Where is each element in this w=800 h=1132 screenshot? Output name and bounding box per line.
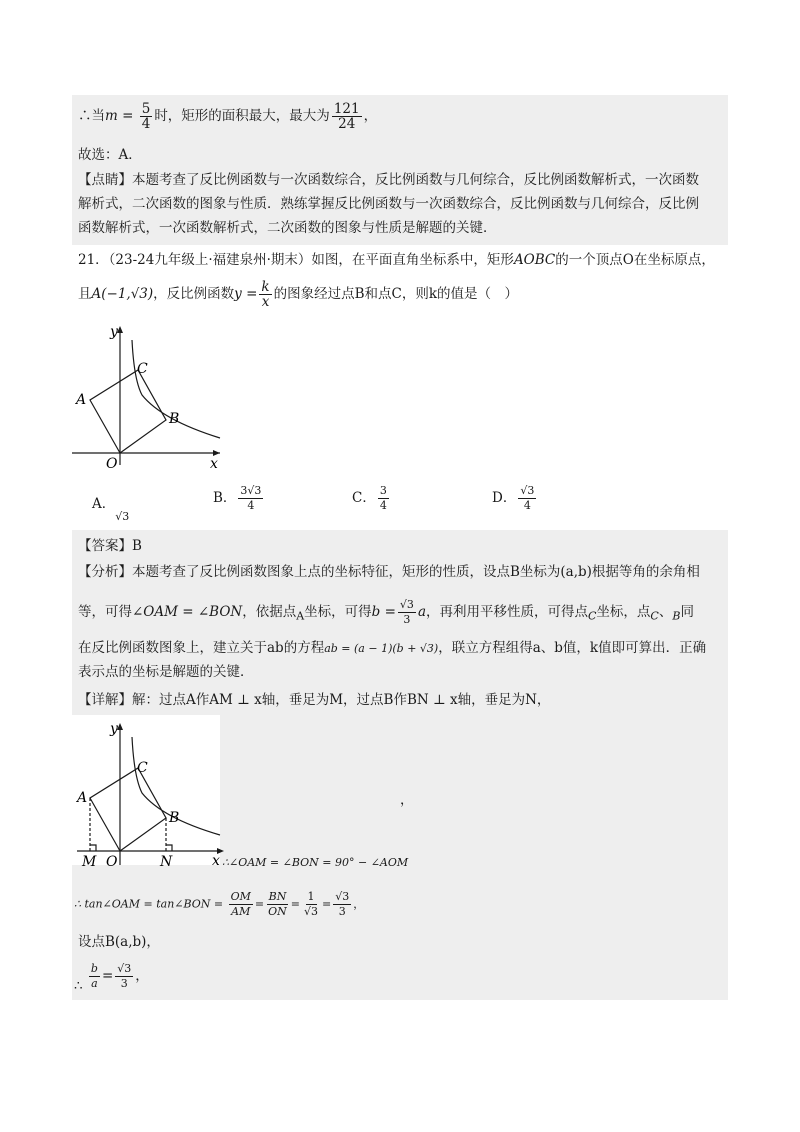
- question-text-1b: 的一个顶点O在坐标原点，: [555, 252, 715, 268]
- func-den: x: [261, 294, 270, 310]
- ratio-rden: 3: [120, 977, 128, 990]
- m-var: m: [105, 108, 118, 124]
- ratio-den: a: [91, 977, 98, 990]
- conclusion-mid: 时，矩形的面积最大，最大为: [154, 108, 330, 124]
- option-c-fraction: [378, 484, 389, 513]
- option-b-num: 3√3: [240, 484, 262, 497]
- max-den: 24: [338, 116, 356, 132]
- label-c-2: C: [137, 760, 148, 776]
- option-d[interactable]: [492, 484, 538, 513]
- analysis-3a: 在反比例函数图象上，建立关于ab的方程: [78, 640, 325, 656]
- ratio-pre: ∴: [74, 978, 83, 994]
- question-line-1: [78, 250, 715, 270]
- angle-eq-line: ∴∠OAM = ∠BON = 90° − ∠AOM: [222, 856, 409, 869]
- analysis-line-2: [78, 598, 694, 627]
- max-num: 121: [333, 101, 360, 117]
- option-c-den: 4: [379, 499, 387, 512]
- tan-line: ∴ tan∠OAM = tan∠BON = $\frac{OM}{AM}$ = $\frac{BN}{ON}$ = $\frac{1}{√3}$ = $\frac{√3}{3}$ ，: [74, 890, 365, 918]
- question-text-2a: 且: [78, 286, 92, 302]
- tan-f2-den: ON: [268, 905, 287, 918]
- label-b: B: [169, 411, 180, 427]
- option-d-label: D．: [492, 490, 517, 506]
- tan-f4-den: 3: [338, 905, 346, 918]
- tan-f3-den: √3: [304, 905, 319, 918]
- comment-line-2: 解析式，二次函数的图象与性质．熟练掌握反比例函数与一次函数综合，反比例函数与几何综合，反比例: [78, 196, 699, 212]
- right-angle-n: [166, 845, 172, 851]
- label-a-2: A: [77, 790, 88, 806]
- label-o-2: O: [106, 854, 118, 870]
- func-lhs: y =: [234, 286, 258, 302]
- tan-frac-3: [302, 890, 320, 919]
- analysis-3-eq: ab = (a − 1)(b + √3): [324, 642, 439, 655]
- label-m-2: M: [82, 854, 97, 870]
- m-num: 5: [141, 101, 151, 117]
- ratio-rfrac: [115, 962, 133, 991]
- m-fraction: [140, 102, 153, 131]
- analysis-2-angle-eq: ∠OAM = ∠BON: [132, 604, 243, 620]
- option-b-den: 4: [247, 499, 255, 512]
- ratio-frac: [89, 962, 100, 991]
- label-b-2: B: [169, 810, 180, 826]
- tan-f4-num: √3: [335, 890, 350, 903]
- let-b-line: 设点B(a,b)，: [78, 934, 160, 950]
- option-b-label: B．: [213, 490, 237, 506]
- question-text-1: 21．（23-24九年级上·福建泉州·期末）如图，在平面直角坐标系中，矩形: [78, 252, 514, 268]
- option-b-fraction: [238, 484, 263, 513]
- option-a-value: √3: [115, 510, 130, 523]
- label-x: x: [210, 456, 218, 470]
- conclusion-pre: ∴当: [78, 108, 105, 124]
- m-den: 4: [141, 116, 151, 132]
- question-text-2c: 的图象经过点B和点C，则k的值是（ ）: [273, 286, 519, 302]
- comment-line-1: 【点睛】本题考查了反比例函数与一次函数综合，反比例函数与几何综合，反比例函数解析式，一次函数: [78, 172, 699, 188]
- analysis-2-den: 3: [403, 613, 411, 626]
- analysis-line-1: 【分析】本题考查了反比例函数图象上点的坐标特征，矩形的性质，设点B坐标为(a,b)根据等角的余角相: [78, 564, 700, 580]
- tan-frac-4: [333, 890, 351, 919]
- tan-frac-2: [266, 890, 289, 919]
- ratio-eq: =: [101, 968, 114, 984]
- analysis-2b: ，依据点: [242, 604, 297, 620]
- ratio-end: ，: [135, 968, 149, 984]
- label-c: C: [137, 361, 148, 377]
- tan-frac-1: [229, 890, 253, 919]
- tan-f1-num: OM: [230, 890, 251, 903]
- tan-pre: ∴ tan∠OAM = tan∠BON =: [74, 897, 224, 911]
- analysis-line-4: 表示点的坐标是解题的关键．: [78, 664, 254, 680]
- question-line-2: [78, 280, 518, 309]
- func-fraction: [259, 280, 271, 309]
- ratio-rnum: √3: [117, 962, 132, 975]
- option-c[interactable]: [352, 484, 391, 513]
- label-o: O: [106, 456, 118, 470]
- rectangle-aobc-2: [90, 768, 166, 851]
- tan-end: ，: [353, 897, 365, 911]
- figure-2: [72, 715, 232, 870]
- option-d-den: 4: [523, 499, 531, 512]
- analysis-2-point-b: B: [672, 609, 681, 623]
- answer-line: 【答案】B: [78, 538, 142, 554]
- tan-f3-num: 1: [307, 890, 315, 903]
- analysis-2-a-var: a: [417, 604, 426, 620]
- analysis-2f: 、: [658, 604, 673, 620]
- option-c-num: 3: [379, 484, 387, 497]
- analysis-2-point-c2: C: [650, 609, 659, 623]
- rect-name: AOBC: [513, 252, 556, 268]
- analysis-2d: ，再利用平移性质，可得点: [426, 604, 588, 620]
- analysis-2-num: √3: [399, 598, 414, 611]
- tan-f1-den: AM: [231, 905, 251, 918]
- label-y: y: [110, 324, 118, 340]
- eq-sign: =: [122, 108, 134, 124]
- analysis-2e: 坐标，点: [596, 604, 651, 620]
- option-b[interactable]: [213, 484, 265, 513]
- conclusion-end: ，: [363, 108, 378, 124]
- label-n-2: N: [160, 854, 173, 870]
- label-a: A: [76, 392, 87, 408]
- figure-1: [70, 320, 230, 470]
- option-a[interactable]: [92, 492, 130, 523]
- max-fraction: [332, 102, 362, 131]
- func-num: k: [261, 279, 270, 295]
- analysis-2c: 坐标，可得: [304, 604, 372, 620]
- option-d-num: √3: [520, 484, 535, 497]
- rectangle-aobc: [90, 370, 166, 453]
- ratio-line: [74, 962, 149, 994]
- ratio-num: b: [90, 962, 98, 975]
- choice-line: 故选：A．: [78, 147, 142, 163]
- analysis-line-3: [78, 638, 706, 659]
- option-a-label: A．: [92, 496, 116, 512]
- stray-comma: ，: [400, 792, 414, 808]
- analysis-2g: 同: [680, 604, 694, 620]
- analysis-2a: 等，可得: [78, 604, 132, 620]
- option-d-fraction: [518, 484, 536, 513]
- question-text-2b: ，反比例函数: [153, 286, 235, 302]
- analysis-2-point-a: A: [296, 609, 305, 623]
- label-x-2: x: [212, 853, 220, 869]
- comment-line-3: 函数解析式，一次函数解析式，二次函数的图象与性质是解题的关键．: [78, 220, 497, 236]
- point-a-coords: A(−1,√3): [91, 286, 154, 302]
- label-y-2: y: [110, 721, 118, 737]
- detail-line-1: 【详解】解：过点A作AM ⊥ x轴，垂足为M，过点B作BN ⊥ x轴，垂足为N，: [78, 692, 551, 708]
- tan-f2-num: BN: [268, 890, 287, 903]
- analysis-2-point-c: C: [588, 609, 597, 623]
- analysis-2-beq: b =: [371, 604, 396, 620]
- conclusion-line: [78, 102, 377, 131]
- option-c-label: C．: [352, 490, 376, 506]
- analysis-2-fraction: [398, 598, 416, 627]
- analysis-3b: ，联立方程组得a、b值，k值即可算出．正确: [438, 640, 707, 656]
- right-angle-m: [90, 845, 96, 851]
